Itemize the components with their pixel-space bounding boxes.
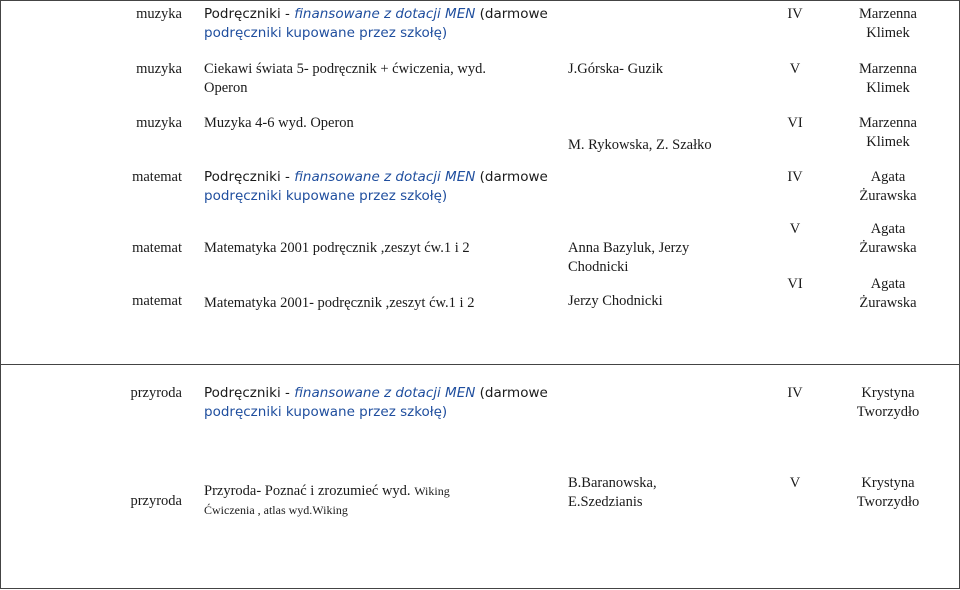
title-part: Podręczniki - xyxy=(204,169,295,185)
author-cell: Jerzy Chodnicki xyxy=(568,293,663,309)
title-line: Ciekawi świata 5- podręcznik + ćwiczenia, wyd. xyxy=(204,61,486,77)
teacher-last-name: Żurawska xyxy=(859,295,917,311)
author-line: E.Szedzianis xyxy=(568,494,643,510)
teacher-cell xyxy=(838,220,938,258)
teacher-cell xyxy=(838,474,938,512)
subject-cell: przyroda xyxy=(130,385,182,401)
title-part: Podręczniki - xyxy=(204,385,295,401)
teacher-last-name: Klimek xyxy=(866,25,910,41)
teacher-first-name: Agata xyxy=(870,169,906,185)
author-line: B.Baranowska, xyxy=(568,475,657,491)
teacher-cell xyxy=(838,384,938,422)
subject-cell: muzyka xyxy=(136,61,182,77)
subject-cell: muzyka xyxy=(136,6,182,22)
teacher-last-name: Klimek xyxy=(866,134,910,150)
title-part-highlight: podręczniki kupowane przez szkołę) xyxy=(204,188,448,204)
title-cell: Matematyka 2001 podręcznik ,zeszyt ćw.1 i 2 xyxy=(204,240,470,256)
author-line: Anna Bazyluk, Jerzy xyxy=(568,240,690,256)
author-cell: M. Rykowska, Z. Szałko xyxy=(568,137,712,153)
teacher-last-name: Tworzydło xyxy=(856,404,920,420)
table-border-left xyxy=(0,0,1,589)
teacher-cell xyxy=(838,168,938,206)
title-cell xyxy=(204,482,564,520)
title-part: (darmowe xyxy=(475,385,548,401)
grade-cell: VI xyxy=(787,276,803,292)
grade-cell: IV xyxy=(787,6,803,22)
teacher-last-name: Żurawska xyxy=(859,188,917,204)
row-divider xyxy=(0,364,960,365)
title-cell xyxy=(204,384,564,422)
title-cell xyxy=(204,168,564,206)
author-cell: J.Górska- Guzik xyxy=(568,61,664,77)
teacher-cell xyxy=(838,60,938,98)
title-cell xyxy=(204,5,564,43)
title-line: Przyroda- Poznać i zrozumieć wyd. xyxy=(204,483,415,499)
grade-cell: IV xyxy=(787,385,803,401)
title-part: (darmowe xyxy=(475,169,548,185)
grade-cell: V xyxy=(789,221,801,237)
title-part-highlight: podręczniki kupowane przez szkołę) xyxy=(204,25,448,41)
title-part-highlight: finansowane z dotacji MEN xyxy=(294,6,476,22)
teacher-first-name: Marzenna xyxy=(859,6,917,22)
author-line: Chodnicki xyxy=(568,259,629,275)
subject-cell: matemat xyxy=(132,240,182,256)
title-line: Operon xyxy=(204,80,248,96)
title-part-highlight: finansowane z dotacji MEN xyxy=(294,385,476,401)
teacher-first-name: Marzenna xyxy=(859,61,917,77)
title-cell xyxy=(204,60,564,98)
table-border-top xyxy=(0,0,960,1)
grade-cell: VI xyxy=(787,115,803,131)
author-cell xyxy=(568,474,748,512)
teacher-last-name: Żurawska xyxy=(859,240,917,256)
title-part: Podręczniki - xyxy=(204,6,295,22)
teacher-last-name: Tworzydło xyxy=(856,494,920,510)
table-border-bottom xyxy=(0,588,960,589)
author-cell xyxy=(568,239,748,277)
teacher-first-name: Krystyna xyxy=(861,385,915,401)
teacher-first-name: Marzenna xyxy=(859,115,917,131)
title-part-highlight: finansowane z dotacji MEN xyxy=(294,169,476,185)
teacher-first-name: Agata xyxy=(870,221,906,237)
grade-cell: V xyxy=(789,475,801,491)
subject-cell: matemat xyxy=(132,169,182,185)
grade-cell: V xyxy=(789,61,801,77)
subject-cell: przyroda xyxy=(130,493,182,509)
title-cell: Matematyka 2001- podręcznik ,zeszyt ćw.1 i 2 xyxy=(204,295,475,311)
title-part-highlight: podręczniki kupowane przez szkołę) xyxy=(204,404,448,420)
title-publisher: Wiking xyxy=(414,484,450,498)
title-cell: Muzyka 4-6 wyd. Operon xyxy=(204,115,354,131)
grade-cell: IV xyxy=(787,169,803,185)
teacher-last-name: Klimek xyxy=(866,80,910,96)
teacher-cell xyxy=(838,5,938,43)
subject-cell: matemat xyxy=(132,293,182,309)
teacher-first-name: Agata xyxy=(870,276,906,292)
subject-cell: muzyka xyxy=(136,115,182,131)
teacher-first-name: Krystyna xyxy=(861,475,915,491)
teacher-cell xyxy=(838,275,938,313)
teacher-cell xyxy=(838,114,938,152)
title-line: Ćwiczenia , atlas wyd.Wiking xyxy=(204,503,348,517)
title-part: (darmowe xyxy=(475,6,548,22)
